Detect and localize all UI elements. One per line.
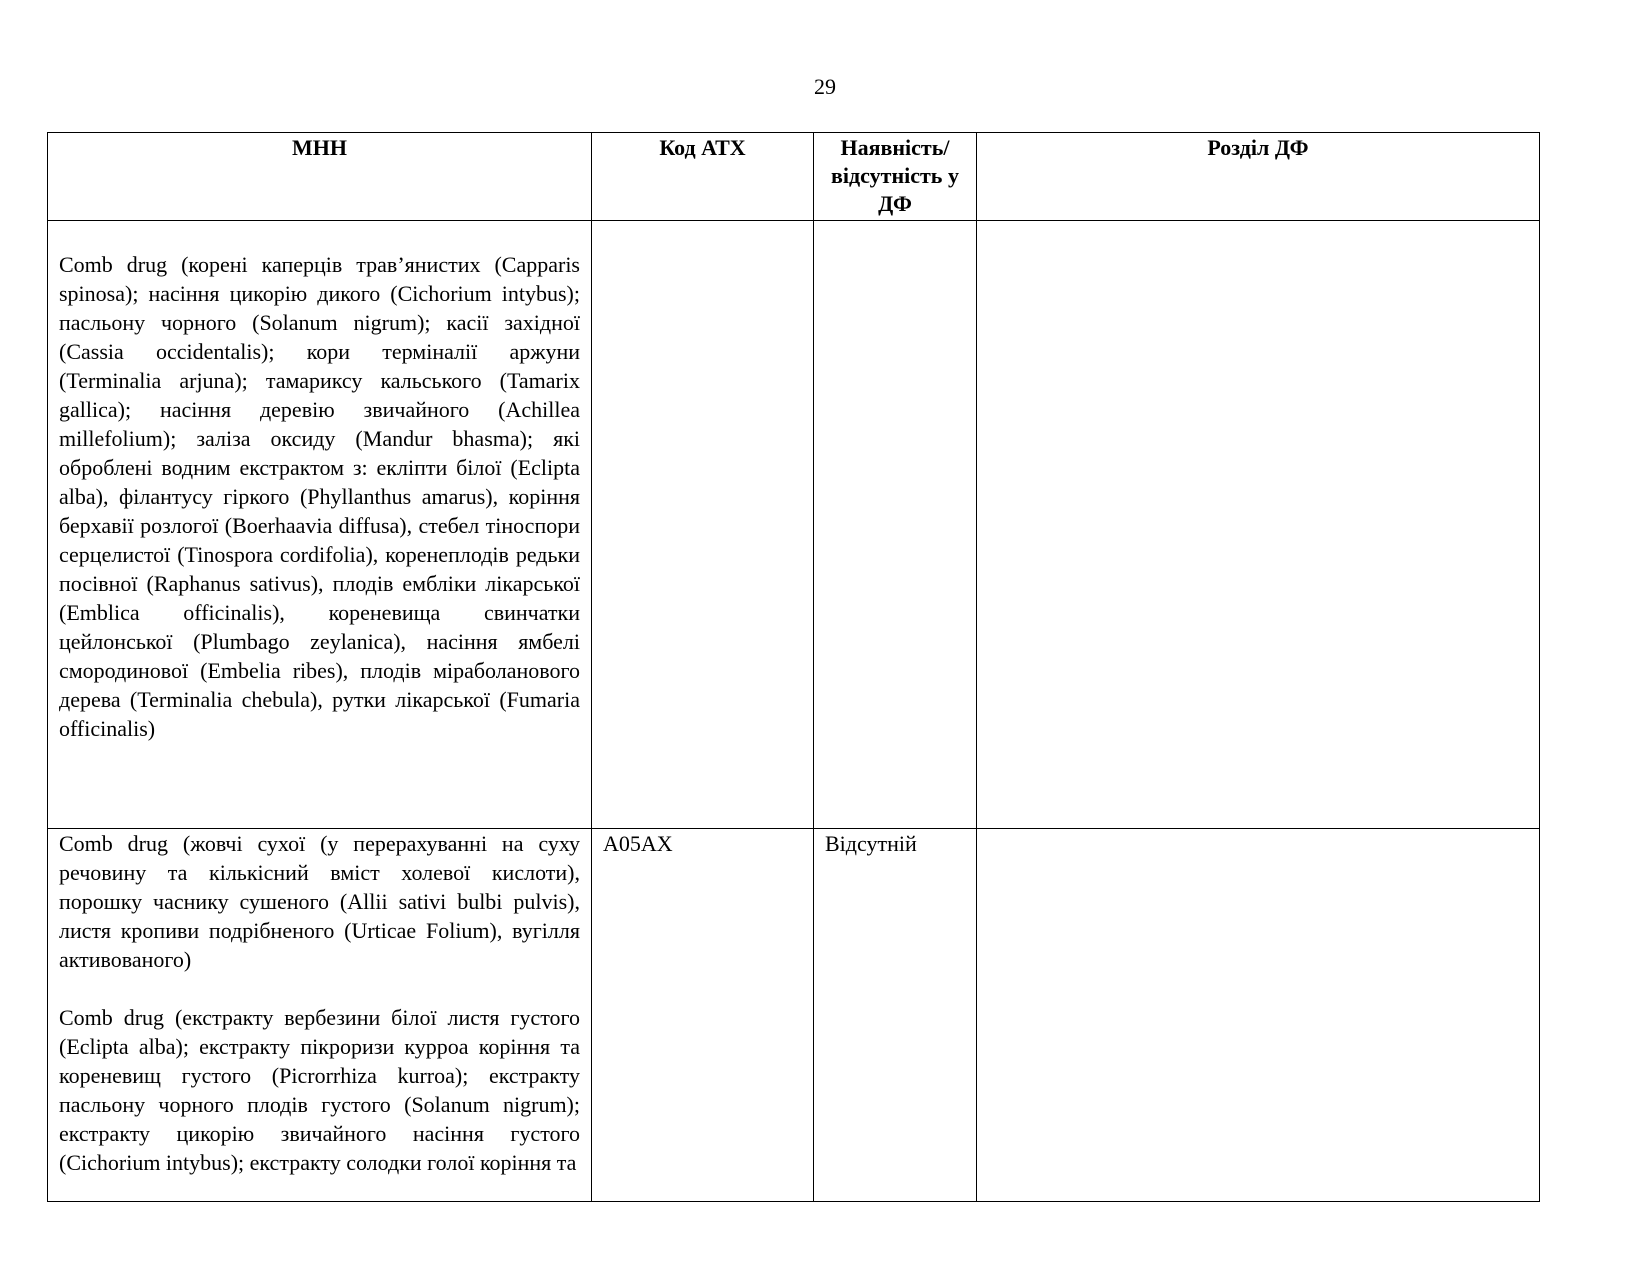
mnn-cell	[48, 221, 592, 829]
presence-cell: Відсутній	[814, 829, 977, 1202]
mnn-cell	[48, 829, 592, 1202]
presence-cell	[814, 221, 977, 829]
header-section: Розділ ДФ	[977, 133, 1540, 221]
table-header-row	[48, 133, 1540, 221]
table-row	[48, 829, 1540, 1202]
mnn-paragraph: Comb drug (екстракту вербезини білої листя густого (Eclipta alba); екстракту пікроризи курроа коріння та кореневищ густого (Picrorrhiza kurroa); екстракту пасльону чорного плодів густого (Solanum nigrum); екстракту цикорію звичайного насіння густого (Cichorium intybus); екстракту солодки голої коріння та	[59, 1005, 580, 1175]
header-mnn: МНН	[48, 133, 592, 221]
table-row	[48, 221, 1540, 829]
atc-code-cell	[592, 221, 814, 829]
section-cell	[977, 221, 1540, 829]
formulary-table	[47, 132, 1540, 1202]
section-cell	[977, 829, 1540, 1202]
header-presence: Наявність/відсутність у ДФ	[814, 133, 977, 221]
mnn-paragraph: Comb drug (жовчі сухої (у перерахуванні на суху речовину та кількісний вміст холевої кислоти), порошку часнику сушеного (Allii sativi bulbi pulvis), листя кропиви подрібненого (Urticae Folium), вугілля активованого)	[59, 831, 580, 972]
mnn-paragraph: Comb drug (корені каперців трав’янистих (Capparis spinosa); насіння цикорію дикого (Cichorium intybus); пасльону чорного (Solanum nigrum); касії західної (Cassia occidentalis); кори терміналії аржуни (Terminalia arjuna); тамариксу кальського (Tamarix gallica); насіння деревію звичайного (Achillea millefolium); заліза оксиду (Mandur bhasma); які оброблені водним екстрактом з: екліпти білої (Eclipta alba), філантусу гіркого (Phyllanthus amarus), коріння берхавії розлогої (Boerhaavia diffusa), стебел тіноспори серцелистої (Tinospora cordifolia), коренеплодів редьки посівної (Raphanus sativus), плодів ембліки лікарської (Emblica officinalis), кореневища свинчатки цейлонської (Plumbago zeylanica), насіння ямбелі смородинової (Embelia ribes), плодів мiраболанового дерева (Terminalia chebula), рутки лікарської (Fumaria officinalis)	[59, 252, 580, 741]
header-atc-code: Код АТХ	[592, 133, 814, 221]
page-number: 29	[814, 74, 836, 99]
atc-code-cell: A05AX	[592, 829, 814, 1202]
